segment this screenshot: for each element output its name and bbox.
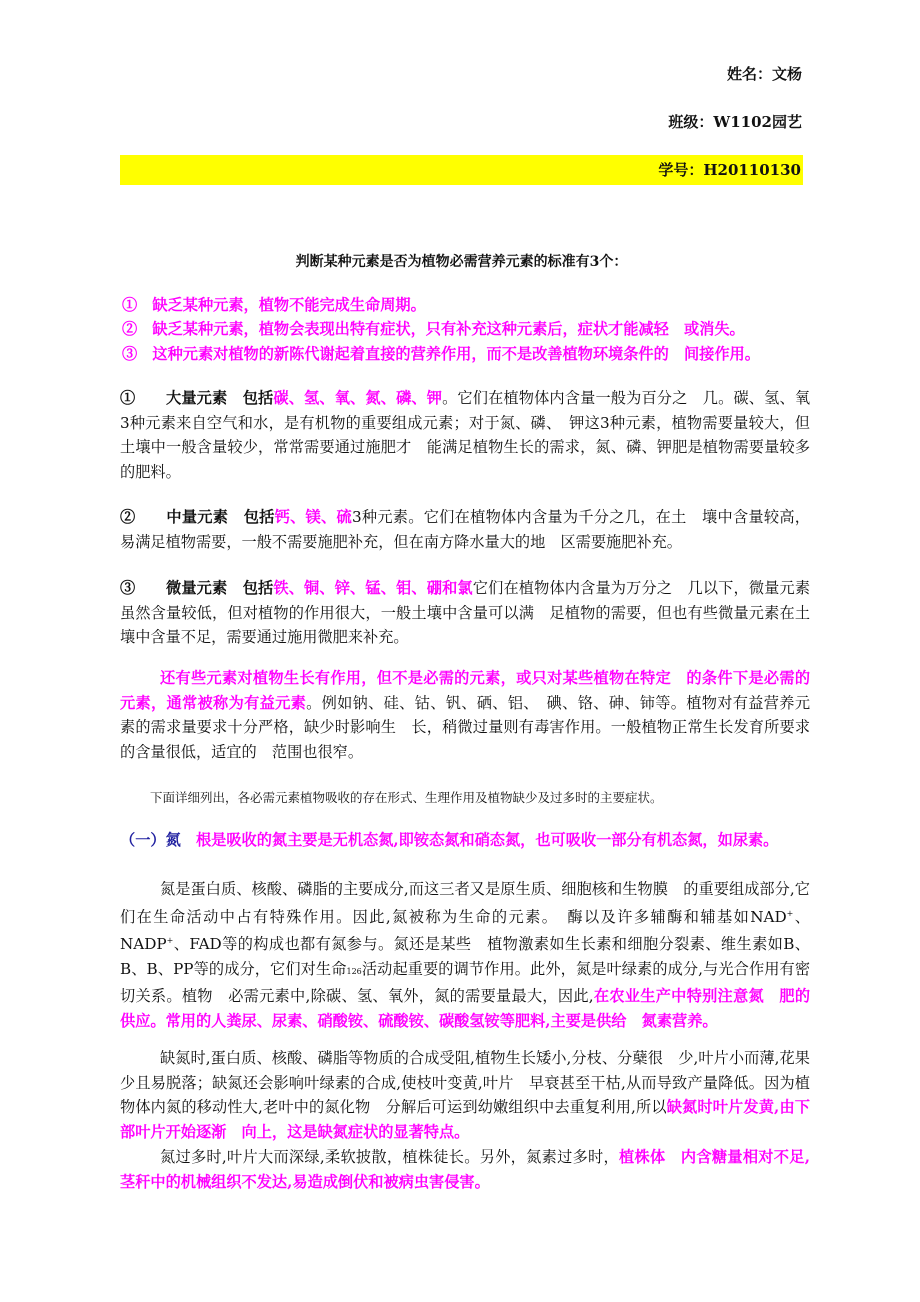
micro-element-list: 铁、铜、锌、锰、钼、硼和氯: [273, 579, 473, 597]
nitrogen-function-paragraph: [120, 877, 810, 1033]
macro-text: 。它们在植物体内含量一般为百分之 几。碳、氢、氧3种元素来自空气和水，是有机物的重要组成元素；对于氮、磷、 钾这3种元素，植物需要量较大，但土壤中一般含量较少，常常需要通过施肥才 能满足植物生长的需求，氮、磷、钾肥是植物需要量较多的肥料。: [120, 389, 811, 481]
secondary-text: 3种元素。它们在植物体内含量为千分之几，在土 壤中含量较高，易满足植物需要，一般不需要施肥补充，但在南方降水量大的地 区需要施肥补充。: [120, 508, 810, 551]
nitrogen-deficiency-text: 缺氮时,蛋白质、核酸、磷脂等物质的合成受阻,植物生长矮小,分枝、分蘖很 少,叶片小而薄,花果少且易脱落；缺氮还会影响叶绿素的合成,使枝叶变黄,叶片 早衰甚至干枯,从而导致产量降低。因为植物体内氮的移动性大,老叶中的氮化物 分解后可运到幼嫩组织中去重复利用,所以: [120, 1049, 810, 1116]
list-note: 下面详细列出，各必需元素植物吸收的存在形式、生理作用及植物缺少及过多时的主要症状。: [150, 790, 663, 805]
macro-lead: ① 大量元素 包括: [120, 389, 274, 407]
nitrogen-function-text-b: 、NADP: [120, 907, 810, 954]
micro-elements-paragraph: [120, 576, 810, 650]
nitrogen-function-text-d: 活动起重要的调节作用。此外，氮是叶绿素的成分,与光合作用有密切关系。植物 必需元素中,除碳、氢、氧外，氮的需要量最大，因此,: [120, 959, 811, 1006]
criterion-2: ② 缺乏某种元素，植物会表现出特有症状，只有补充这种元素后，症状才能减轻 或消失。: [122, 320, 745, 338]
student-id: 学号：H20110130: [658, 161, 801, 179]
macro-element-list: 碳、氢、氧、氮、磷、钾: [273, 389, 443, 407]
nad-charge: +: [786, 908, 794, 918]
micro-lead: ③ 微量元素 包括: [120, 579, 274, 597]
secondary-lead: ② 中量元素 包括: [120, 508, 275, 526]
section-title: 判断某种元素是否为植物必需营养元素的标准有3个：: [295, 254, 628, 270]
nitrogen-heading-text: 根是吸收的氮主要是无机态氮,即铵态氮和硝态氮，也可吸收一部分有机态氮，如尿素。: [195, 831, 779, 849]
macro-elements-paragraph: [120, 386, 810, 484]
criterion-3: ③ 这种元素对植物的新陈代谢起着直接的营养作用，而不是改善植物环境条件的 间接作用。: [122, 345, 760, 363]
nitrogen-heading-element: 氮: [165, 831, 181, 849]
vitamin-subscripts: 126: [346, 966, 362, 976]
nitrogen-function-text-c: 、FAD等的构成也都有氮参与。氮还是某些 植物激素如生长素和细胞分裂素、维生素如B、B、B、PP等的成分，它们对生命: [120, 935, 810, 978]
beneficial-elements-paragraph: [120, 666, 810, 764]
nitrogen-heading: [120, 828, 810, 853]
student-name: 姓名：文杨: [726, 65, 802, 83]
nitrogen-excess-highlight: 植株体 内含糖量相对不足,茎秆中的机械组织不发达,易造成倒伏和被病虫害侵害。: [120, 1148, 811, 1191]
nitrogen-deficiency-highlight: 缺氮时叶片发黄,由下部叶片开始逐渐 向上，这是缺氮症状的显著特点。: [120, 1098, 810, 1141]
criterion-1: ① 缺乏某种元素，植物不能完成生命周期。: [122, 296, 426, 314]
micro-text: 它们在植物体内含量为万分之 几以下，微量元素虽然含量较低，但对植物的作用很大，一般土壤中含量可以满 足植物的需要，但也有些微量元素在土壤中含量不足，需要通过施用微肥来补充。: [120, 579, 811, 646]
nitrogen-heading-number: （一）: [120, 831, 166, 849]
secondary-element-list: 钙、镁、硫: [274, 508, 352, 526]
nitrogen-excess-text: 氮过多时,叶片大而深绿,柔软披散，植株徒长。另外，氮素过多时，: [160, 1148, 620, 1166]
nitrogen-fertilizer-highlight: 在农业生产中特别注意氮 肥的供应。常用的人粪尿、尿素、硝酸铵、硫酸铵、碳酸氢铵等肥料,主要是供给 氮素营养。: [120, 987, 811, 1030]
beneficial-text: 。例如钠、硅、钴、钒、硒、铝、 碘、铬、砷、铈等。植物对有益营养元素的需求量要求十分严格，缺少时影响生 长，稍微过量则有毒害作用。一般植物正常生长发育所要求的含量很低，适宜的 范围也很窄。: [120, 693, 811, 761]
student-class: 班级：W1102园艺: [668, 113, 802, 131]
secondary-elements-paragraph: [120, 505, 810, 554]
nitrogen-function-text-a: 氮是蛋白质、核酸、磷脂的主要成分,而这三者又是原生质、细胞核和生物膜 的重要组成部分,它们在生命活动中占有特殊作用。因此,氮被称为生命的元素。 酶以及许多辅酶和辅基如NAD: [120, 880, 810, 926]
nadp-charge: +: [166, 936, 174, 946]
student-id-highlight: [120, 155, 803, 185]
nitrogen-deficiency-paragraph: [120, 1046, 810, 1144]
nitrogen-excess-paragraph: [120, 1145, 810, 1194]
beneficial-definition: 还有些元素对植物生长有作用，但不是必需的元素，或只对某些植物在特定 的条件下是必需的元素，通常被称为有益元素: [120, 669, 810, 712]
